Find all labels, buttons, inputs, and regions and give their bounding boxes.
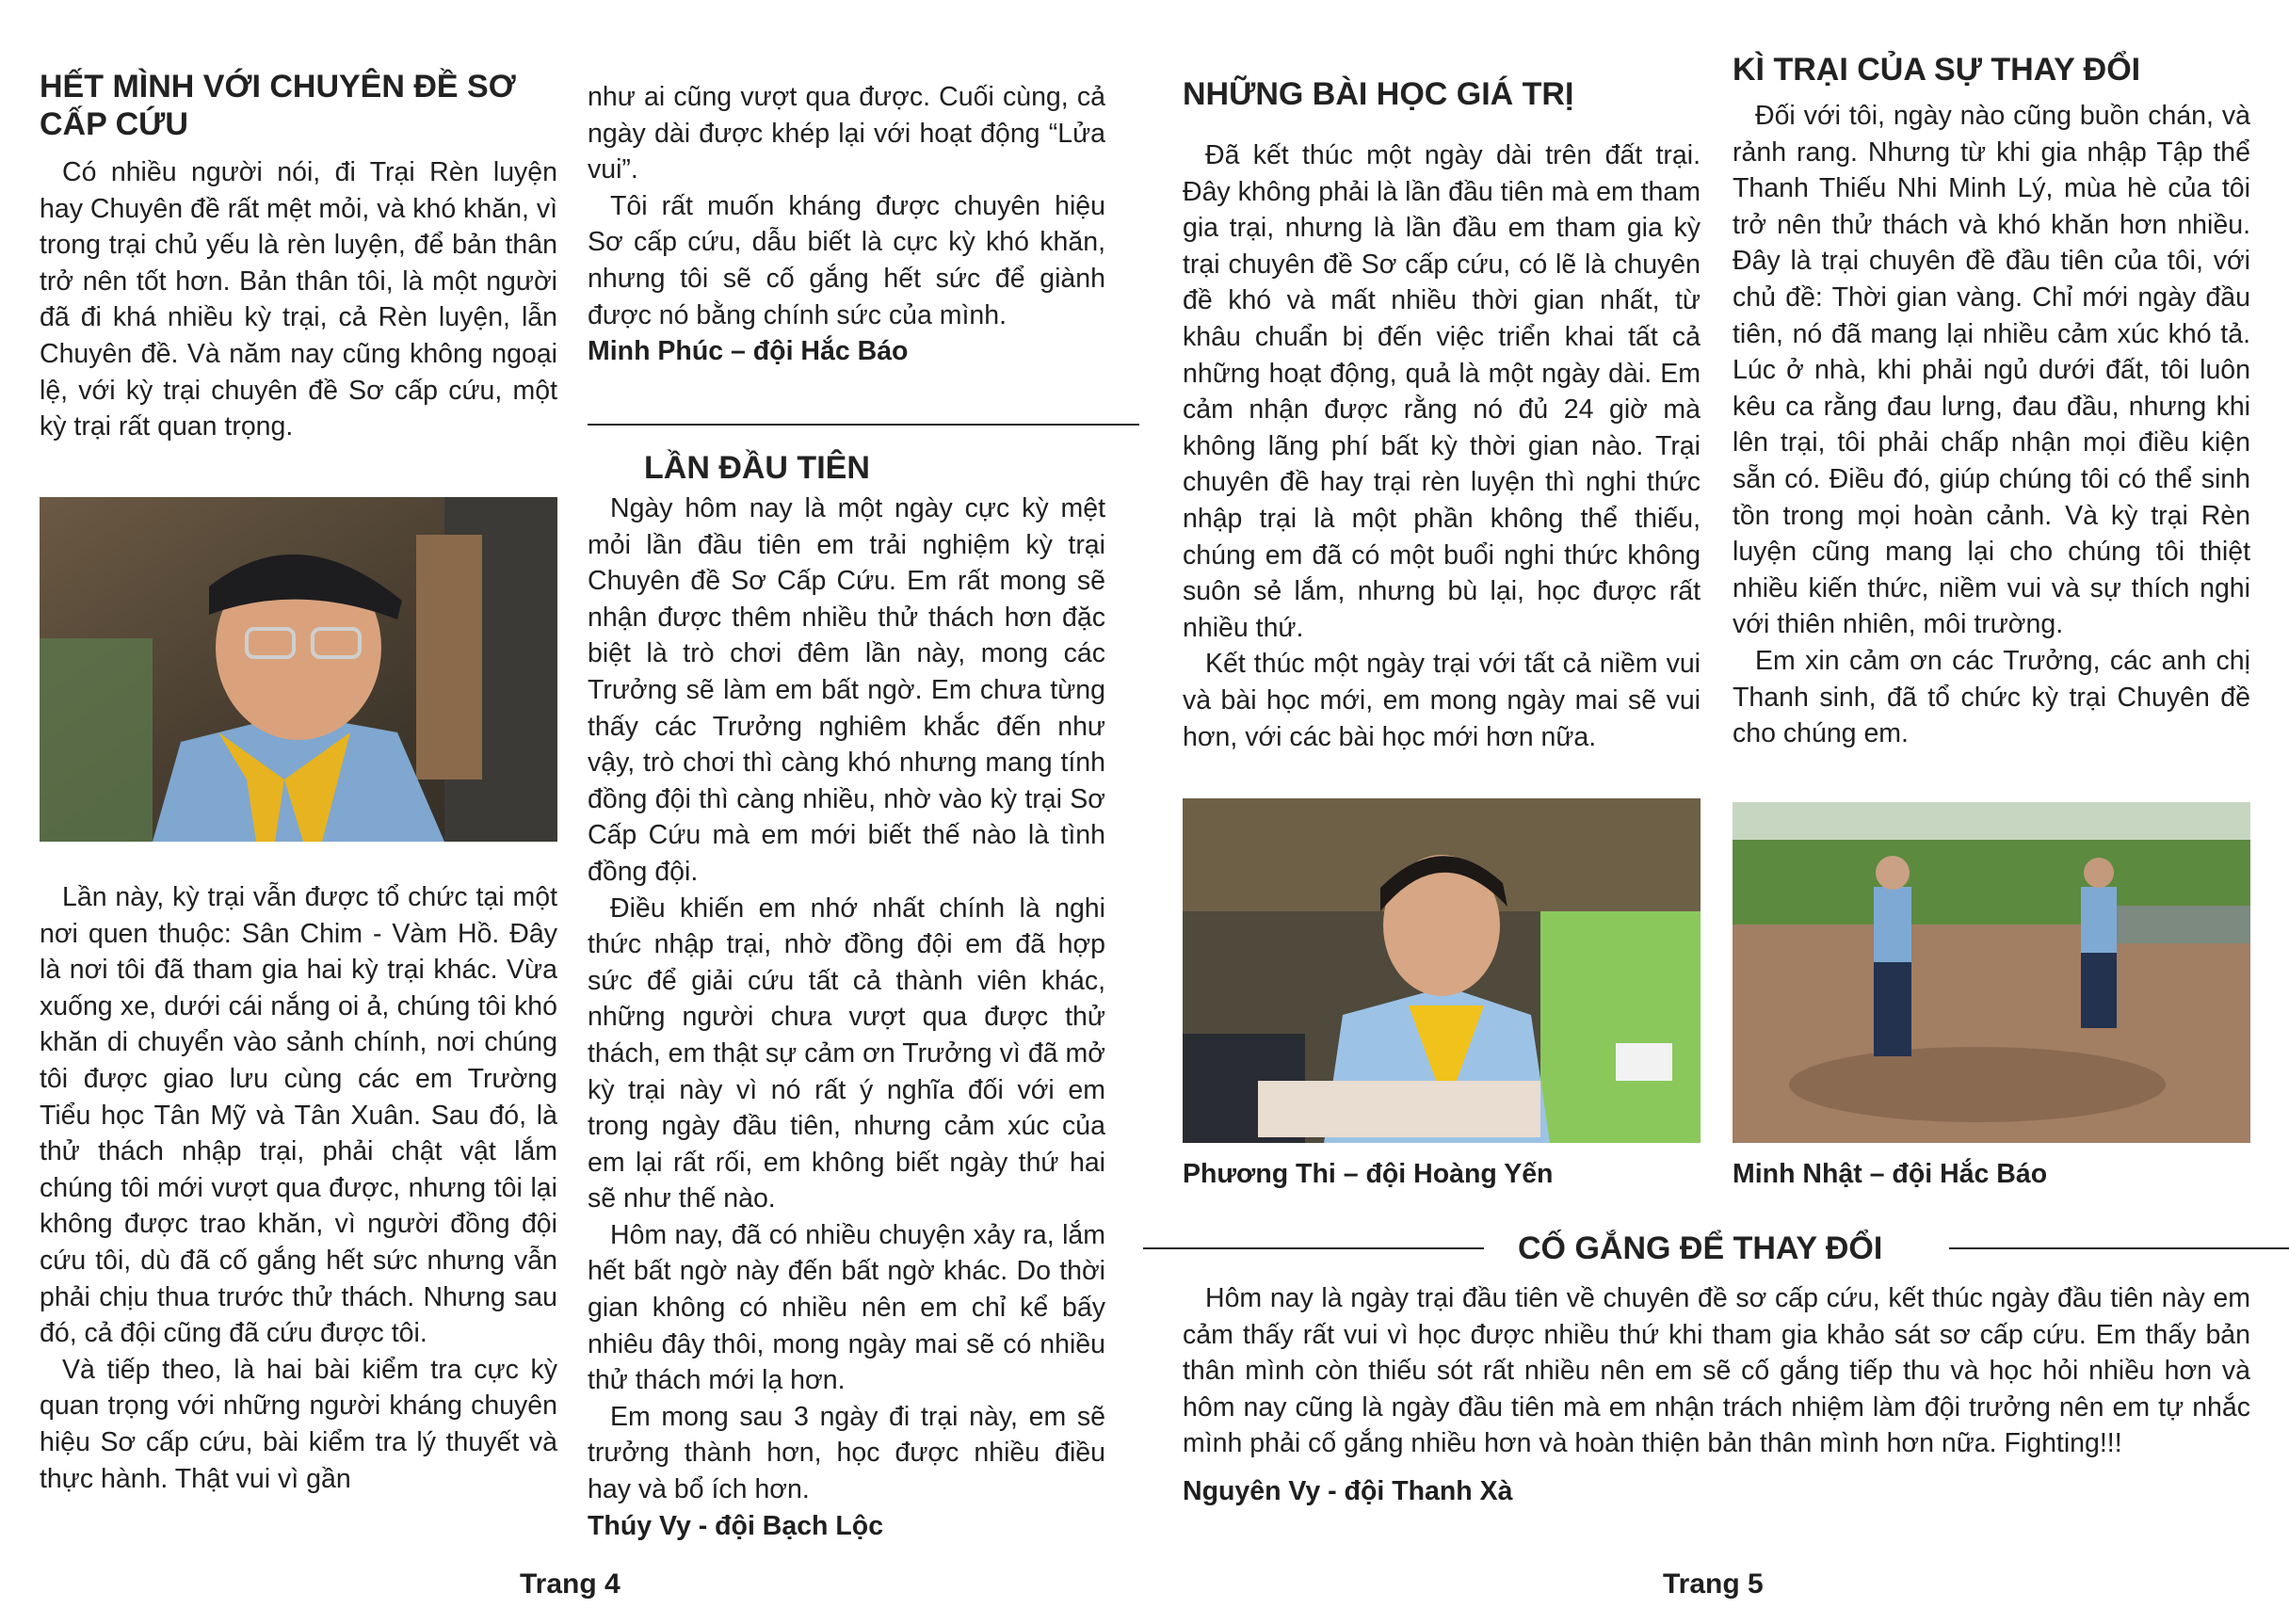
page-number-5: Trang 5 [1663,1568,1764,1600]
article-paragraph: Điều khiến em nhớ nhất chính là nghi thức nhập trại, nhờ đồng đội em đã hợp sức để giải cứu tất cả thành viên khác, những người chưa vượt qua được thử thách, em thật sự cảm ơn Trưởng vì đã mở kỳ trại này vì nó rất ý nghĩa đối với em trong ngày đầu tiên, nhưng cảm xúc của em lại rất rối, em không biết ngày thứ hai sẽ như thế nào. [588,892,1105,1214]
article-paragraph: Đã kết thúc một ngày dài trên đất trại. Đây không phải là lần đầu tiên mà em tham gia trại, nhưng là lần đầu em tham gia kỳ trại chuyên đề Sơ cấp cứu, có lẽ là chuyên đề khó và mất nhiều thời gian nhất, từ khâu chuẩn bị đến việc triển khai tất cả những hoạt động, quả là một ngày dài. Em cảm nhận được rằng nó đủ 24 giờ mà không lãng phí bất kỳ thời gian nào. Trại chuyên đề hay trại rèn luyện thì nghi thức nhập trại là một phần không thể thiếu, chúng em đã có một buổi nghi thức không suôn sẻ lắm, nhưng bù lại, học được rất nhiều thứ. [1183,140,1701,643]
scouts-outdoor-image [1733,802,2250,1143]
page4-column-1 [40,68,557,445]
page4-column-2 [588,79,1105,370]
author-signature: Minh Nhật – đội Hắc Báo [1733,1159,2048,1189]
article-paragraph: Kết thúc một ngày trại với tất cả niềm vui và bài học mới, em mong ngày mai sẽ vui hơn, với các bài học mới hơn nữa. [1183,649,1701,752]
article-paragraph: Và tiếp theo, là hai bài kiểm tra cực kỳ quan trọng với những người kháng chuyên hiệu Sơ cấp cứu, bài kiểm tra lý thuyết và thực hành. Thật vui vì gần [40,1354,557,1494]
section-divider [588,424,1139,426]
article-paragraph: Hôm nay là ngày trại đầu tiên về chuyên đề sơ cấp cứu, kết thúc ngày đầu tiên này em cảm thấy rất vui vì học được nhiều thứ khi tham gia khảo sát sơ cấp cứu. Em thấy bản thân mình còn thiếu sót rất nhiều nên em sẽ cố gắng tiếp thu và học hỏi nhiều hơn và hôm nay cũng là ngày đầu tiên mà em nhận trách nhiệm làm đội trưởng nên em tự nhắc mình phải cố gắng nhiều hơn và hoàn thiện bản thân mình hơn nữa. Fighting!!! [1183,1283,2250,1459]
article-paragraph: Lần này, kỳ trại vẫn được tổ chức tại một nơi quen thuộc: Sân Chim - Vàm Hồ. Đây là nơi tôi đã tham gia hai kỳ trại khác. Vừa xuống xe, dưới cái nắng oi ả, chúng tôi khó khăn di chuyển vào sảnh chính, nơi chúng tôi được giao lưu cùng các em Trường Tiểu học Tân Mỹ và Tân Xuân. Sau đó, là thử thách nhập trại, phải chật vật lắm chúng tôi mới vượt qua được, nhưng tôi lại không được trao khăn, vì người đồng đội cứu tôi, dù đã cố gắng hết sức nhưng vẫn phải chịu thua trước thử thách. Nhưng sau đó, cả đội cũng đã cứu được tôi. [40,882,557,1349]
page5-column-4 [1733,51,2250,752]
article-paragraph: Có nhiều người nói, đi Trại Rèn luyện hay Chuyên đề rất mệt mỏi, và khó khăn, vì trong trại chủ yếu là rèn luyện, để bản thân trở nên tốt hơn. Bản thân tôi, là một người đã đi khá nhiều kỳ trại, cả Rèn luyện, lẫn Chuyên đề. Và năm nay cũng không ngoại lệ, với kỳ trại chuyên đề Sơ cấp cứu, một kỳ trại rất quan trọng. [40,157,557,442]
author-signature: Thúy Vy - đội Bạch Lộc [588,1510,884,1541]
scouts-outdoor-photo [1733,802,2250,1143]
girl-scout-image [1183,798,1701,1143]
article-paragraph: Em xin cảm ơn các Trưởng, các anh chị Thanh sinh, đã tổ chức kỳ trại Chuyên đề cho chúng em. [1733,645,2250,749]
page4-column-2-second-article [588,449,1105,1544]
page5-bottom-article [1183,1280,2250,1510]
page5-column-3-signature [1183,1156,1701,1193]
scout-portrait-image [40,497,557,842]
article-paragraph: Hôm nay, đã có nhiều chuyện xảy ra, lắm hết bất ngờ này đến bất ngờ khác. Do thời gian không có nhiều nên em chỉ kể bấy nhiêu đây thôi, mong ngày mai sẽ có nhiều thử thách mới lạ hơn. [588,1219,1105,1396]
article-paragraph: Tôi rất muốn kháng được chuyên hiệu Sơ cấp cứu, dẫu biết là cực kỳ khó khăn, nhưng tôi sẽ cố gắng hết sức để giành được nó bằng chính sức của mình. [588,190,1105,330]
article-paragraph: Đối với tôi, ngày nào cũng buồn chán, và rảnh rang. Nhưng từ khi gia nhập Tập thể Thanh Thiếu Nhi Minh Lý, mùa hè của tôi trở nên thử thách và khó khăn hơn nhiều. Đây là trại chuyên đề đầu tiên của tôi, với chủ đề: Thời gian vàng. Chỉ mới ngày đầu tiên, nó đã mang lại nhiều cảm xúc khó tả. Lúc ở nhà, khi phải ngủ dưới đất, tôi luôn kêu ca rằng đau lưng, đau đầu, nhưng khi lên trại, tôi phải chấp nhận mọi điều kiện sẵn có. Điều đó, giúp chúng tôi có thể sinh tồn trong mọi hoàn cảnh. Và kỳ trại Rèn luyện cũng mang lại cho chúng tôi thiệt nhiều kiến thức, niềm vui và sự thích nghi với thiên nhiên, môi trường. [1733,101,2250,640]
scout-portrait-photo [40,497,557,842]
article-title-nhung-bai-hoc: NHỮNG BÀI HỌC GIÁ TRỊ [1183,76,1574,112]
section-divider-right [1949,1247,2289,1249]
article-title-lan-dau-tien: LẦN ĐẦU TIÊN [644,450,870,486]
article-paragraph: như ai cũng vượt qua được. Cuối cùng, cả ngày dài được khép lại với hoạt động “Lửa vui”. [588,82,1105,185]
article-title-co-gang: CỐ GẮNG ĐỂ THAY ĐỔI [1518,1230,1883,1266]
section-divider-left [1143,1247,1484,1249]
page5-column-4-signature [1733,1156,2250,1193]
article-title-het-minh: HẾT MÌNH VỚI CHUYÊN ĐỀ SƠ CẤP CỨU [40,69,516,142]
girl-scout-photo [1183,798,1701,1143]
page4-column-1-continued [40,879,557,1497]
page5-column-3 [1183,75,1701,755]
author-signature: Nguyên Vy - đội Thanh Xà [1183,1475,1513,1506]
author-signature: Minh Phúc – đội Hắc Báo [588,336,909,367]
page-number-4: Trang 4 [520,1568,621,1600]
article-title-ki-trai: KÌ TRẠI CỦA SỰ THAY ĐỔI [1733,52,2141,88]
article-paragraph: Ngày hôm nay là một ngày cực kỳ mệt mỏi lần đầu tiên em trải nghiệm kỳ trại Chuyên đề Sơ Cấp Cứu. Em rất mong sẽ nhận được thêm nhiều thử thách hơn đặc biệt là trò chơi đêm lần này, mong các Trưởng sẽ làm em bất ngờ. Em chưa từng thấy các Trưởng nghiêm khắc đến như vậy, trò chơi thì càng khó nhưng mang tính đồng đội thì càng nhiều, nhờ vào kỳ trại Sơ Cấp Cứu mà em mới biết thế nào là tình đồng đội. [588,493,1105,887]
author-signature: Phương Thi – đội Hoàng Yến [1183,1159,1554,1189]
article-paragraph: Em mong sau 3 ngày đi trại này, em sẽ trưởng thành hơn, học được nhiều điều hay và bổ ích hơn. [588,1401,1105,1505]
